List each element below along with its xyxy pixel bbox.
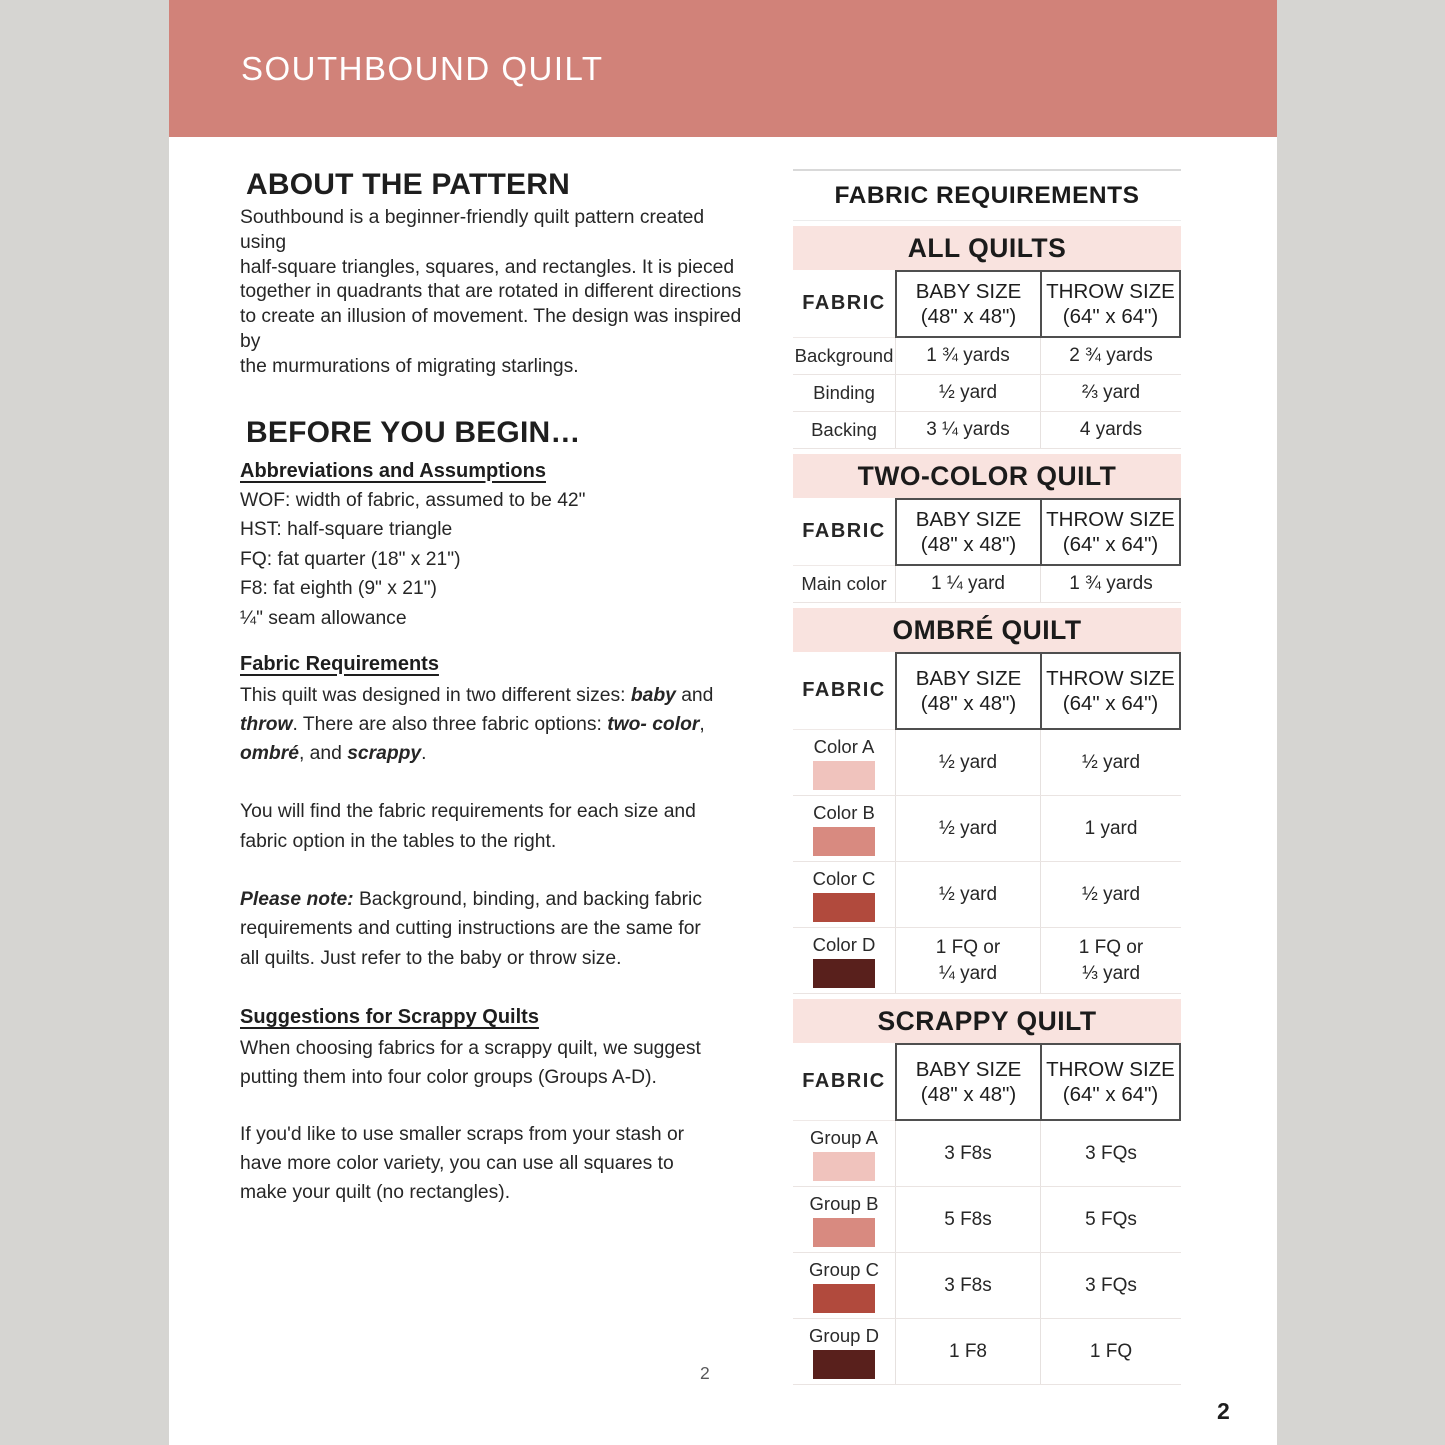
- header-fabric: FABRIC: [793, 652, 895, 730]
- table-row: [793, 1253, 1181, 1319]
- baby-size-value: 5 F8s: [895, 1187, 1040, 1252]
- header-throw-size: [1040, 1043, 1181, 1121]
- header-baby-size: [895, 270, 1040, 338]
- page-title: SOUTHBOUND QUILT: [241, 49, 604, 87]
- size-label: BABY SIZE: [915, 508, 1022, 531]
- header-baby-size: [895, 1043, 1040, 1121]
- header-throw-size: [1040, 652, 1181, 730]
- about-paragraph: Southbound is a beginner-friendly quilt pattern created using half-square triangles, squares, and rectangles. It is pieced together in quadrants that are rotated in different directions to create an illusion of movement. The design was inspired by the murmurations of migrating starlings.: [240, 207, 742, 377]
- sizes-note-paragraph: This quilt was designed in two different sizes: baby and throw. There are also three fabric options: two- color, ombré, and scrappy.: [240, 684, 714, 765]
- baby-size-value: ½ yard: [895, 730, 1040, 795]
- throw-size-value: 1 ¾ yards: [1040, 566, 1181, 602]
- please-note-paragraph: Please note: Background, binding, and backing fabric requirements and cutting instructions are the same for all quilts. Just refer to the baby or throw size.: [240, 889, 702, 969]
- fabric-label: Group D: [809, 1324, 879, 1346]
- header-fabric: FABRIC: [793, 498, 895, 566]
- table-row: [793, 862, 1181, 928]
- table-header-row: [793, 1043, 1181, 1121]
- fabric-cell: [793, 928, 895, 993]
- table-header-row: [793, 270, 1181, 338]
- baby-size-value: 1 F8: [895, 1319, 1040, 1384]
- fabric-cell: [793, 1253, 895, 1318]
- throw-size-value: 1 FQ or ⅓ yard: [1040, 928, 1181, 993]
- size-dimensions: (64" x 64"): [1062, 533, 1159, 556]
- baby-size-value: ½ yard: [895, 375, 1040, 411]
- fabric-label: Color B: [813, 801, 875, 823]
- table-row: [793, 338, 1181, 375]
- size-dimensions: (48" x 48"): [920, 533, 1017, 556]
- table-row: [793, 796, 1181, 862]
- size-label: BABY SIZE: [915, 280, 1022, 303]
- size-dimensions: (48" x 48"): [920, 305, 1017, 328]
- baby-size-value: 1 ¾ yards: [895, 338, 1040, 374]
- table-row: [793, 928, 1181, 994]
- throw-size-value: 3 FQs: [1040, 1253, 1181, 1318]
- tables-section-title: FABRIC REQUIREMENTS: [793, 169, 1181, 221]
- fabric-label: Group A: [810, 1126, 878, 1148]
- fabric-requirements-heading: Fabric Requirements: [240, 652, 439, 675]
- fabric-cell: [793, 412, 895, 448]
- table-section-band: ALL QUILTS: [793, 226, 1181, 270]
- throw-size-value: 2 ¾ yards: [1040, 338, 1181, 374]
- fabric-swatch: [813, 959, 875, 988]
- fabric-cell: [793, 338, 895, 374]
- header-throw-size: [1040, 498, 1181, 566]
- fabric-cell: [793, 375, 895, 411]
- throw-size-value: 1 FQ: [1040, 1319, 1181, 1384]
- baby-size-value: 1 FQ or ¼ yard: [895, 928, 1040, 993]
- table-row: [793, 730, 1181, 796]
- table-row: [793, 1121, 1181, 1187]
- fabric-swatch: [813, 1152, 875, 1181]
- table-header-row: [793, 652, 1181, 730]
- fabric-swatch: [813, 1284, 875, 1313]
- scrappy-paragraph-1: When choosing fabrics for a scrappy quilt, we suggest putting them into four color groups (Groups A-D).: [240, 1037, 701, 1089]
- fabric-swatch: [813, 1350, 875, 1379]
- fabric-cell: [793, 862, 895, 927]
- size-label: THROW SIZE: [1046, 1058, 1175, 1081]
- abbreviations-heading: Abbreviations and Assumptions: [240, 459, 546, 482]
- table-row: [793, 1187, 1181, 1253]
- scrappy-paragraph-2: If you'd like to use smaller scraps from your stash or have more color variety, you can use all squares to make your quilt (no rectangles).: [240, 1123, 685, 1204]
- table-section-band: SCRAPPY QUILT: [793, 999, 1181, 1043]
- throw-size-value: 1 yard: [1040, 796, 1181, 861]
- throw-size-value: ⅔ yard: [1040, 375, 1181, 411]
- page-number-footer: 2: [700, 1363, 710, 1383]
- fabric-label: Color C: [812, 867, 876, 889]
- baby-size-value: 1 ¼ yard: [895, 566, 1040, 602]
- fabric-label: Main color: [801, 573, 887, 594]
- baby-size-value: 3 F8s: [895, 1253, 1040, 1318]
- fabric-cell: [793, 1121, 895, 1186]
- table-row: [793, 375, 1181, 412]
- header-fabric: FABRIC: [793, 270, 895, 338]
- baby-size-value: ½ yard: [895, 796, 1040, 861]
- fabric-cell: [793, 1187, 895, 1252]
- fabric-cell: [793, 1319, 895, 1384]
- header-baby-size: [895, 652, 1040, 730]
- scrappy-suggestions-heading: Suggestions for Scrappy Quilts: [240, 1005, 539, 1028]
- throw-size-value: 5 FQs: [1040, 1187, 1181, 1252]
- header-throw-size: [1040, 270, 1181, 338]
- baby-size-value: 3 F8s: [895, 1121, 1040, 1186]
- size-label: BABY SIZE: [915, 1058, 1022, 1081]
- fabric-swatch: [813, 761, 875, 790]
- fabric-swatch: [813, 893, 875, 922]
- header-baby-size: [895, 498, 1040, 566]
- size-dimensions: (64" x 64"): [1062, 1083, 1159, 1106]
- table-section-band: TWO-COLOR QUILT: [793, 454, 1181, 498]
- before-you-begin-heading: BEFORE YOU BEGIN…: [246, 415, 581, 449]
- fabric-swatch: [813, 827, 875, 856]
- find-note-paragraph: You will find the fabric requirements for each size and fabric option in the tables to the right.: [240, 801, 696, 852]
- left-column: [240, 168, 752, 1207]
- baby-size-value: ½ yard: [895, 862, 1040, 927]
- baby-size-value: 3 ¼ yards: [895, 412, 1040, 448]
- header-fabric: FABRIC: [793, 1043, 895, 1121]
- fabric-label: Backing: [811, 419, 877, 440]
- fabric-label: Background: [794, 345, 894, 366]
- fabric-label: Color A: [813, 735, 875, 757]
- fabric-cell: [793, 566, 895, 602]
- table-header-row: [793, 498, 1181, 566]
- size-label: THROW SIZE: [1046, 280, 1175, 303]
- size-label: THROW SIZE: [1046, 508, 1175, 531]
- fabric-cell: [793, 730, 895, 795]
- fabric-cell: [793, 796, 895, 861]
- size-dimensions: (64" x 64"): [1062, 305, 1159, 328]
- table-row: [793, 1319, 1181, 1385]
- throw-size-value: 4 yards: [1040, 412, 1181, 448]
- size-label: THROW SIZE: [1046, 667, 1175, 690]
- header-bar: [169, 0, 1277, 137]
- fabric-label: Binding: [813, 382, 875, 403]
- size-dimensions: (48" x 48"): [920, 1083, 1017, 1106]
- document-page: [169, 0, 1277, 1445]
- page-number-corner: 2: [1217, 1398, 1230, 1424]
- throw-size-value: ½ yard: [1040, 862, 1181, 927]
- throw-size-value: 3 FQs: [1040, 1121, 1181, 1186]
- table-row: [793, 566, 1181, 603]
- table-groups: [793, 226, 1181, 1385]
- table-row: [793, 412, 1181, 449]
- throw-size-value: ½ yard: [1040, 730, 1181, 795]
- fabric-label: Group C: [809, 1258, 879, 1280]
- fabric-label: Group B: [809, 1192, 879, 1214]
- size-dimensions: (64" x 64"): [1062, 692, 1159, 715]
- size-label: BABY SIZE: [915, 667, 1022, 690]
- about-heading: ABOUT THE PATTERN: [246, 168, 570, 201]
- table-section-band: OMBRÉ QUILT: [793, 608, 1181, 652]
- fabric-swatch: [813, 1218, 875, 1247]
- size-dimensions: (48" x 48"): [920, 692, 1017, 715]
- abbreviations-list: WOF: width of fabric, assumed to be 42" HST: half-square triangle FQ: fat quarter (18" x 21") F8: fat eighth (9" x 21") ¼" seam allowance: [240, 489, 586, 629]
- fabric-label: Color D: [812, 933, 876, 955]
- fabric-requirements-tables: [793, 169, 1181, 1385]
